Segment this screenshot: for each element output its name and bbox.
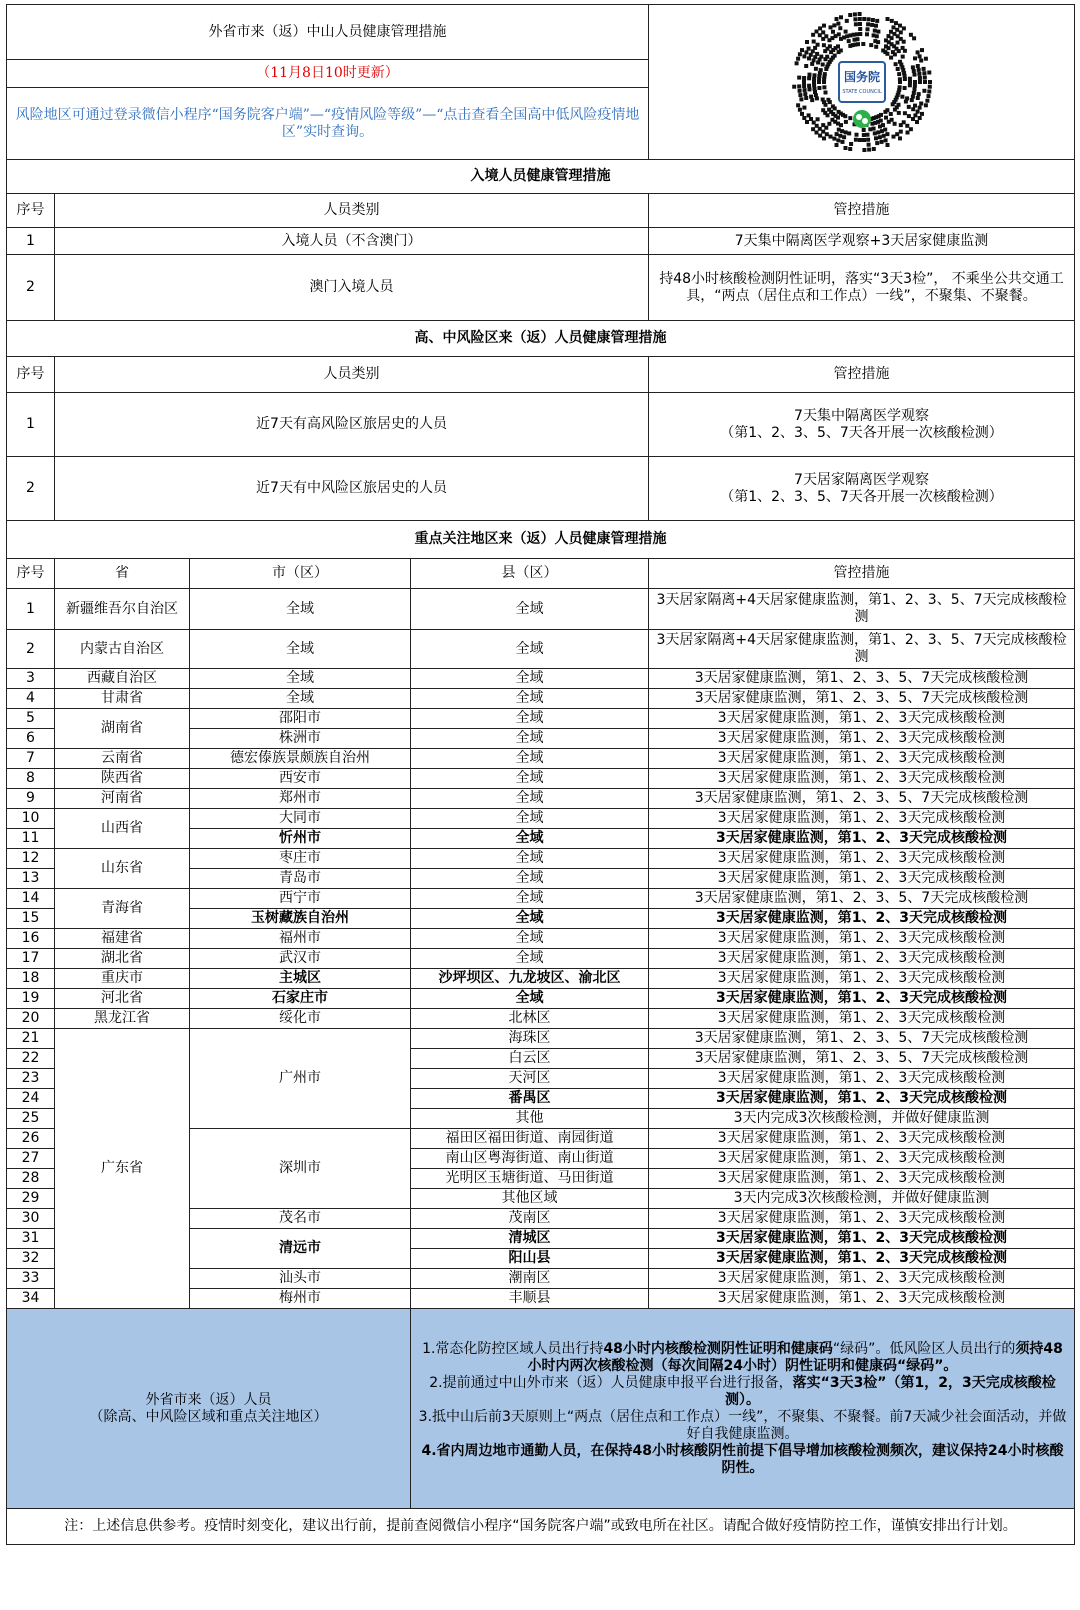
table-row [7,989,1075,1009]
page-title: 外省市来（返）中山人员健康管理措施 [7,5,649,60]
row-number: 22 [7,1049,55,1069]
city: 广州市 [190,1029,411,1129]
province: 云南省 [55,749,190,769]
qr-code-icon[interactable] [787,7,937,157]
col-header-county: 县（区） [411,559,649,589]
city: 青岛市 [190,869,411,889]
control-measure: 3天居家健康监测，第1、2、3天完成核酸检测 [649,769,1075,789]
col-header-measure: 管控措施 [649,357,1075,393]
row-number: 1 [7,589,55,630]
city: 福州市 [190,929,411,949]
city: 石家庄市 [190,989,411,1009]
city: 清远市 [190,1229,411,1269]
county: 其他区域 [411,1189,649,1209]
row-number: 2 [7,255,55,321]
control-measure: 3天居家健康监测，第1、2、3、5、7天完成核酸检测 [649,789,1075,809]
table-row [7,789,1075,809]
row-number: 25 [7,1109,55,1129]
row-number: 11 [7,829,55,849]
control-measure: 3天居家健康监测，第1、2、3天完成核酸检测 [649,909,1075,929]
row-number: 13 [7,869,55,889]
table-row [7,929,1075,949]
row-number: 10 [7,809,55,829]
table-row [7,393,1075,457]
control-measure: 持48小时核酸检测阴性证明，落实“3天3检”， 不乘坐公共交通工具，“两点（居住点和工作点）一线”，不聚集、不聚餐。 [649,255,1075,321]
row-number: 9 [7,789,55,809]
province: 河北省 [55,989,190,1009]
control-measure: 3天居家健康监测，第1、2、3天完成核酸检测 [649,749,1075,769]
province: 西藏自治区 [55,669,190,689]
county: 潮南区 [411,1269,649,1289]
person-category: 近7天有高风险区旅居史的人员 [55,393,649,457]
row-number: 7 [7,749,55,769]
county: 全域 [411,749,649,769]
city: 主城区 [190,969,411,989]
person-category: 入境人员（不含澳门） [55,228,649,255]
control-measure: 3天居家健康监测，第1、2、3天完成核酸检测 [649,949,1075,969]
row-number: 29 [7,1189,55,1209]
county: 全域 [411,729,649,749]
table-row [7,669,1075,689]
health-measures-sheet [6,4,1074,1545]
city: 郑州市 [190,789,411,809]
control-measure: 3天居家健康监测，第1、2、3天完成核酸检测 [649,969,1075,989]
row-number: 15 [7,909,55,929]
row-number: 24 [7,1089,55,1109]
control-measure: 3天居家健康监测，第1、2、3天完成核酸检测 [649,1269,1075,1289]
county: 全域 [411,869,649,889]
city: 全域 [190,630,411,669]
province: 山东省 [55,849,190,889]
city: 大同市 [190,809,411,829]
table-row [7,630,1075,669]
table-row [7,1029,1075,1049]
table-row [7,228,1075,255]
row-number: 1 [7,228,55,255]
county: 全域 [411,889,649,909]
table-row [7,749,1075,769]
city: 株洲市 [190,729,411,749]
row-number: 2 [7,457,55,521]
row-number: 33 [7,1269,55,1289]
county: 全域 [411,769,649,789]
province: 重庆市 [55,969,190,989]
table-row [7,689,1075,709]
city: 德宏傣族景颇族自治州 [190,749,411,769]
control-measure: 3天居家健康监测，第1、2、3天完成核酸检测 [649,1249,1075,1269]
province: 青海省 [55,889,190,929]
county: 沙坪坝区、九龙坡区、渝北区 [411,969,649,989]
control-measure: 3天居家健康监测，第1、2、3天完成核酸检测 [649,1289,1075,1309]
county: 番禺区 [411,1089,649,1109]
control-measure: 7天集中隔离医学观察 （第1、2、3、5、7天各开展一次核酸检测） [649,393,1075,457]
row-number: 3 [7,669,55,689]
table-row [7,969,1075,989]
county: 全域 [411,929,649,949]
city: 全域 [190,689,411,709]
table-row [7,809,1075,829]
row-number: 17 [7,949,55,969]
province: 新疆维吾尔自治区 [55,589,190,630]
row-number: 16 [7,929,55,949]
county: 北林区 [411,1009,649,1029]
county: 阳山县 [411,1249,649,1269]
county: 全域 [411,989,649,1009]
col-header-city: 市（区） [190,559,411,589]
control-measure: 3天居家健康监测，第1、2、3天完成核酸检测 [649,1129,1075,1149]
county: 全域 [411,689,649,709]
control-measure: 3天居家健康监测，第1、2、3、5、7天完成核酸检测 [649,689,1075,709]
county: 全域 [411,669,649,689]
control-measure: 3天居家健康监测，第1、2、3天完成核酸检测 [649,849,1075,869]
row-number: 31 [7,1229,55,1249]
col-header-measure: 管控措施 [649,194,1075,228]
county: 全域 [411,829,649,849]
section-inbound-title: 入境人员健康管理措施 [7,160,1075,194]
county: 全域 [411,849,649,869]
control-measure: 3天居家隔离+4天居家健康监测，第1、2、3、5、7天完成核酸检测 [649,630,1075,669]
row-number: 34 [7,1289,55,1309]
county: 全域 [411,709,649,729]
county: 其他 [411,1109,649,1129]
measures-table [6,4,1075,1545]
control-measure: 3天居家健康监测，第1、2、3天完成核酸检测 [649,929,1075,949]
row-number: 23 [7,1069,55,1089]
control-measure: 3天居家健康监测，第1、2、3、5、7天完成核酸检测 [649,1029,1075,1049]
row-number: 27 [7,1149,55,1169]
update-time: （11月8日10时更新） [7,60,649,88]
row-number: 8 [7,769,55,789]
table-row [7,255,1075,321]
county: 全域 [411,589,649,630]
qr-logo-sublabel: STATE COUNCIL [841,89,882,95]
province: 陕西省 [55,769,190,789]
control-measure: 7天集中隔离医学观察+3天居家健康监测 [649,228,1075,255]
city: 绥化市 [190,1009,411,1029]
county: 福田区福田街道、南园街道 [411,1129,649,1149]
col-header-no: 序号 [7,357,55,393]
city: 枣庄市 [190,849,411,869]
county: 全域 [411,630,649,669]
row-number: 1 [7,393,55,457]
county: 全域 [411,909,649,929]
province: 内蒙古自治区 [55,630,190,669]
control-measure: 3天居家健康监测，第1、2、3天完成核酸检测 [649,869,1075,889]
province: 广东省 [55,1029,190,1309]
col-header-no: 序号 [7,194,55,228]
city: 西宁市 [190,889,411,909]
county: 全域 [411,949,649,969]
control-measure: 3天居家健康监测，第1、2、3天完成核酸检测 [649,989,1075,1009]
person-category: 近7天有中风险区旅居史的人员 [55,457,649,521]
row-number: 14 [7,889,55,909]
col-header-no: 序号 [7,559,55,589]
row-number: 32 [7,1249,55,1269]
section-risk-title: 高、中风险区来（返）人员健康管理措施 [7,321,1075,357]
county: 全域 [411,809,649,829]
county: 南山区粤海街道、南山街道 [411,1149,649,1169]
county: 光明区玉塘街道、马田街道 [411,1169,649,1189]
control-measure: 3天居家健康监测，第1、2、3、5、7天完成核酸检测 [649,889,1075,909]
province: 山西省 [55,809,190,849]
city: 茂名市 [190,1209,411,1229]
control-measure: 3天内完成3次核酸检测，并做好健康监测 [649,1189,1075,1209]
county: 白云区 [411,1049,649,1069]
control-measure: 3天内完成3次核酸检测，并做好健康监测 [649,1109,1075,1129]
county: 海珠区 [411,1029,649,1049]
control-measure: 3天居家健康监测，第1、2、3、5、7天完成核酸检测 [649,1049,1075,1069]
city: 武汉市 [190,949,411,969]
control-measure: 3天居家健康监测，第1、2、3天完成核酸检测 [649,829,1075,849]
control-measure: 3天居家健康监测，第1、2、3天完成核酸检测 [649,809,1075,829]
control-measure: 3天居家健康监测，第1、2、3天完成核酸检测 [649,729,1075,749]
city: 深圳市 [190,1129,411,1209]
section-focus-title: 重点关注地区来（返）人员健康管理措施 [7,521,1075,559]
county: 全域 [411,789,649,809]
province: 甘肃省 [55,689,190,709]
city: 汕头市 [190,1269,411,1289]
province: 黑龙江省 [55,1009,190,1029]
risk-query-notice: 风险地区可通过登录微信小程序“国务院客户端”—“疫情风险等级”—“点击查看全国高中低风险疫情地区”实时查询。 [7,88,649,160]
city: 玉树藏族自治州 [190,909,411,929]
control-measure: 3天居家健康监测，第1、2、3天完成核酸检测 [649,1089,1075,1109]
control-measure: 3天居家健康监测，第1、2、3天完成核酸检测 [649,1069,1075,1089]
row-number: 12 [7,849,55,869]
table-row [7,949,1075,969]
control-measure: 3天居家健康监测，第1、2、3天完成核酸检测 [649,1209,1075,1229]
row-number: 21 [7,1029,55,1049]
footer-note: 注：上述信息供参考。疫情时刻变化，建议出行前，提前查阅微信小程序“国务院客户端”或致电所在社区。请配合做好疫情防控工作，谨慎安排出行计划。 [7,1509,1075,1545]
row-number: 20 [7,1009,55,1029]
city: 邵阳市 [190,709,411,729]
control-measure: 3天居家隔离+4天居家健康监测，第1、2、3、5、7天完成核酸检测 [649,589,1075,630]
city: 西安市 [190,769,411,789]
row-number: 30 [7,1209,55,1229]
control-measure: 3天居家健康监测，第1、2、3天完成核酸检测 [649,1009,1075,1029]
col-header-measure: 管控措施 [649,559,1075,589]
control-measure: 3天居家健康监测，第1、2、3天完成核酸检测 [649,1229,1075,1249]
control-measure: 3天居家健康监测，第1、2、3天完成核酸检测 [649,1149,1075,1169]
row-number: 5 [7,709,55,729]
province: 福建省 [55,929,190,949]
city: 全域 [190,589,411,630]
qr-code-cell [649,5,1075,160]
table-row [7,1009,1075,1029]
row-number: 19 [7,989,55,1009]
control-measure: 3天居家健康监测，第1、2、3、5、7天完成核酸检测 [649,669,1075,689]
city: 忻州市 [190,829,411,849]
row-number: 6 [7,729,55,749]
county: 天河区 [411,1069,649,1089]
table-row [7,457,1075,521]
others-label: 外省市来（返）人员 （除高、中风险区域和重点关注地区） [7,1309,411,1509]
table-row [7,889,1075,909]
table-row [7,589,1075,630]
col-header-category: 人员类别 [55,194,649,228]
control-measure: 7天居家隔离医学观察 （第1、2、3、5、7天各开展一次核酸检测） [649,457,1075,521]
table-row [7,849,1075,869]
county: 茂南区 [411,1209,649,1229]
row-number: 2 [7,630,55,669]
person-category: 澳门入境人员 [55,255,649,321]
table-row [7,769,1075,789]
col-header-province: 省 [55,559,190,589]
control-measure: 3天居家健康监测，第1、2、3天完成核酸检测 [649,709,1075,729]
province: 湖南省 [55,709,190,749]
others-notes: 1.常态化防控区域人员出行持48小时内核酸检测阴性证明和健康码“绿码”。低风险区人员出行的须持48小时内两次核酸检测（每次间隔24小时）阴性证明和健康码“绿码”。 2.提前通过中山外市来（返）人员健康申报平台进行报备，落实“3天3检”（第1，2，3天完成核酸检测）。 3.抵中山后前3天原则上“两点（居住点和工作点）一线”，不聚集、不聚餐。前7天减少社会面活动，并做好自我健康监测。 4.省内周边地市通勤人员，在保持48小时核酸阴性前提下倡导增加核酸检测频次，建议保持24小时核酸阴性。 [411,1309,1075,1509]
table-row [7,709,1075,729]
city: 梅州市 [190,1289,411,1309]
row-number: 26 [7,1129,55,1149]
col-header-category: 人员类别 [55,357,649,393]
qr-logo-label: 国务院 [843,70,880,84]
province: 湖北省 [55,949,190,969]
city: 全域 [190,669,411,689]
row-number: 18 [7,969,55,989]
province: 河南省 [55,789,190,809]
row-number: 4 [7,689,55,709]
county: 丰顺县 [411,1289,649,1309]
row-number: 28 [7,1169,55,1189]
county: 清城区 [411,1229,649,1249]
control-measure: 3天居家健康监测，第1、2、3天完成核酸检测 [649,1169,1075,1189]
